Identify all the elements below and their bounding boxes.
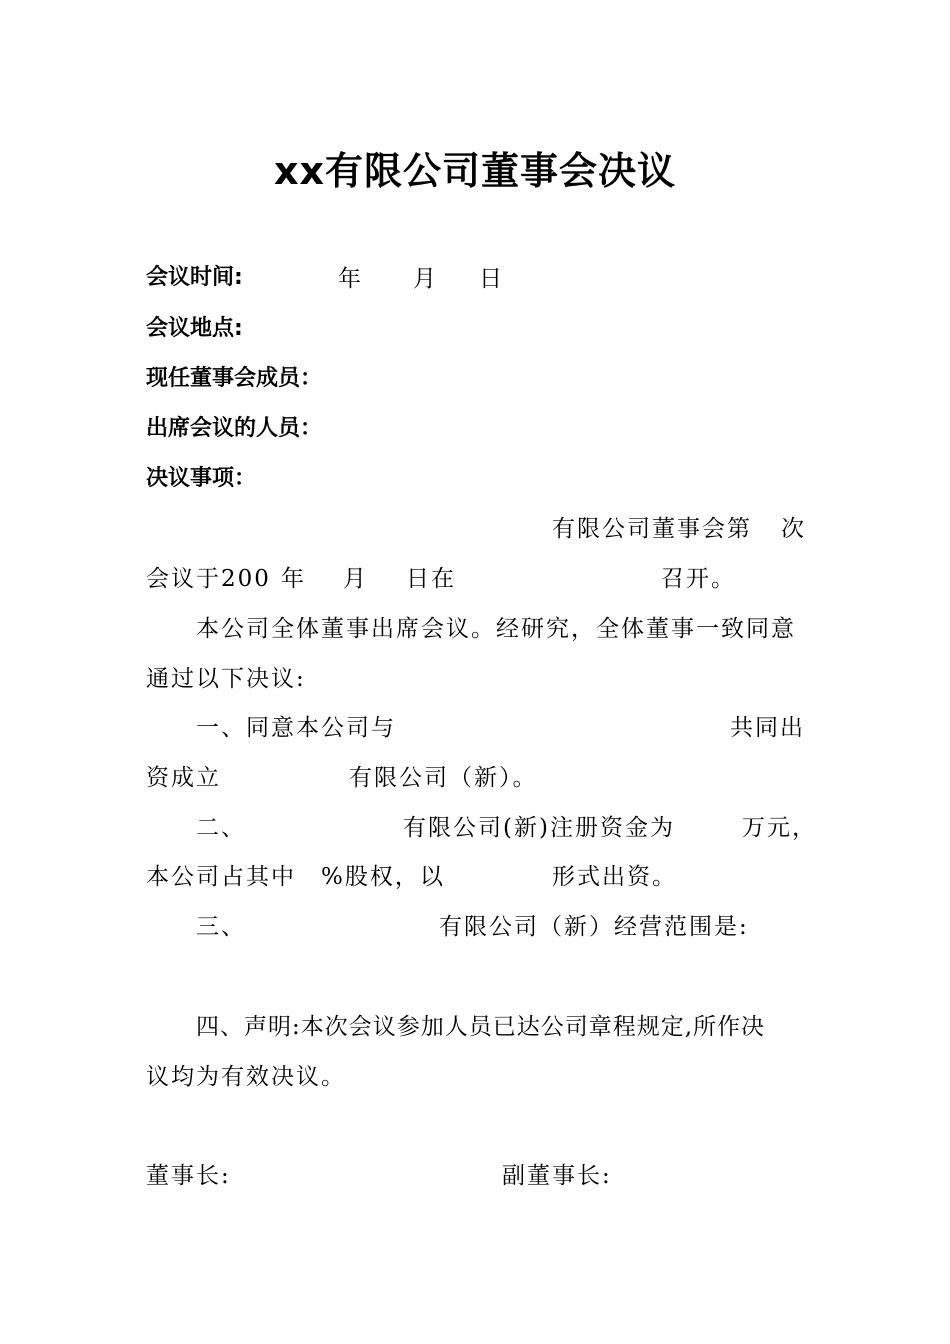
para1-company-session: 有限公司董事会第	[552, 516, 752, 542]
item4-line2: 议均为有效决议。	[146, 1064, 346, 1090]
para1-month: 月	[343, 566, 368, 592]
meeting-time-month: 月	[413, 266, 438, 292]
document-title: xx有限公司董事会决议	[273, 149, 677, 193]
chairman-signature-label: 董事长:	[146, 1163, 231, 1189]
para1-year: 年	[281, 566, 306, 592]
item1-agree: 一、同意本公司与	[196, 715, 396, 741]
item2-equity: %股权，以	[321, 864, 445, 890]
vice-chairman-signature-label: 副董事长:	[502, 1163, 612, 1189]
meeting-time-year: 年	[338, 266, 363, 292]
item2-ten-thousand-yuan: 万元，	[742, 815, 817, 841]
meeting-place-label: 会议地点:	[146, 316, 243, 341]
para1-session-suffix: 次	[781, 516, 806, 542]
para2-line2: 通过以下决议:	[146, 666, 306, 692]
item2-company-share: 本公司占其中	[146, 864, 296, 890]
para2-line1: 本公司全体董事出席会议。经研究，全体董事一致同意	[196, 616, 796, 642]
para1-held: 召开。	[661, 566, 736, 592]
meeting-time-label: 会议时间:	[146, 265, 243, 290]
attendees-label: 出席会议的人员：	[146, 416, 323, 441]
item3-number: 三、	[196, 914, 246, 940]
para1-day-at: 日在	[406, 566, 456, 592]
item2-number: 二、	[196, 815, 246, 841]
item4-line1: 四、声明:本次会议参加人员已达公司章程规定,所作决	[196, 1014, 766, 1040]
resolution-items-label: 决议事项：	[146, 466, 257, 491]
current-board-label: 现任董事会成员：	[146, 366, 323, 391]
item1-new-company: 有限公司（新）。	[349, 765, 538, 791]
item3-business-scope: 有限公司（新）经营范围是:	[439, 914, 749, 940]
item2-investment-form: 形式出资。	[552, 864, 677, 890]
item1-establish: 资成立	[146, 765, 221, 791]
item1-jointly: 共同出	[730, 715, 805, 741]
item2-registered-capital: 有限公司(新)注册资金为	[403, 815, 675, 841]
para1-meeting-year: 会议于200	[146, 566, 271, 592]
meeting-time-day: 日	[479, 266, 504, 292]
